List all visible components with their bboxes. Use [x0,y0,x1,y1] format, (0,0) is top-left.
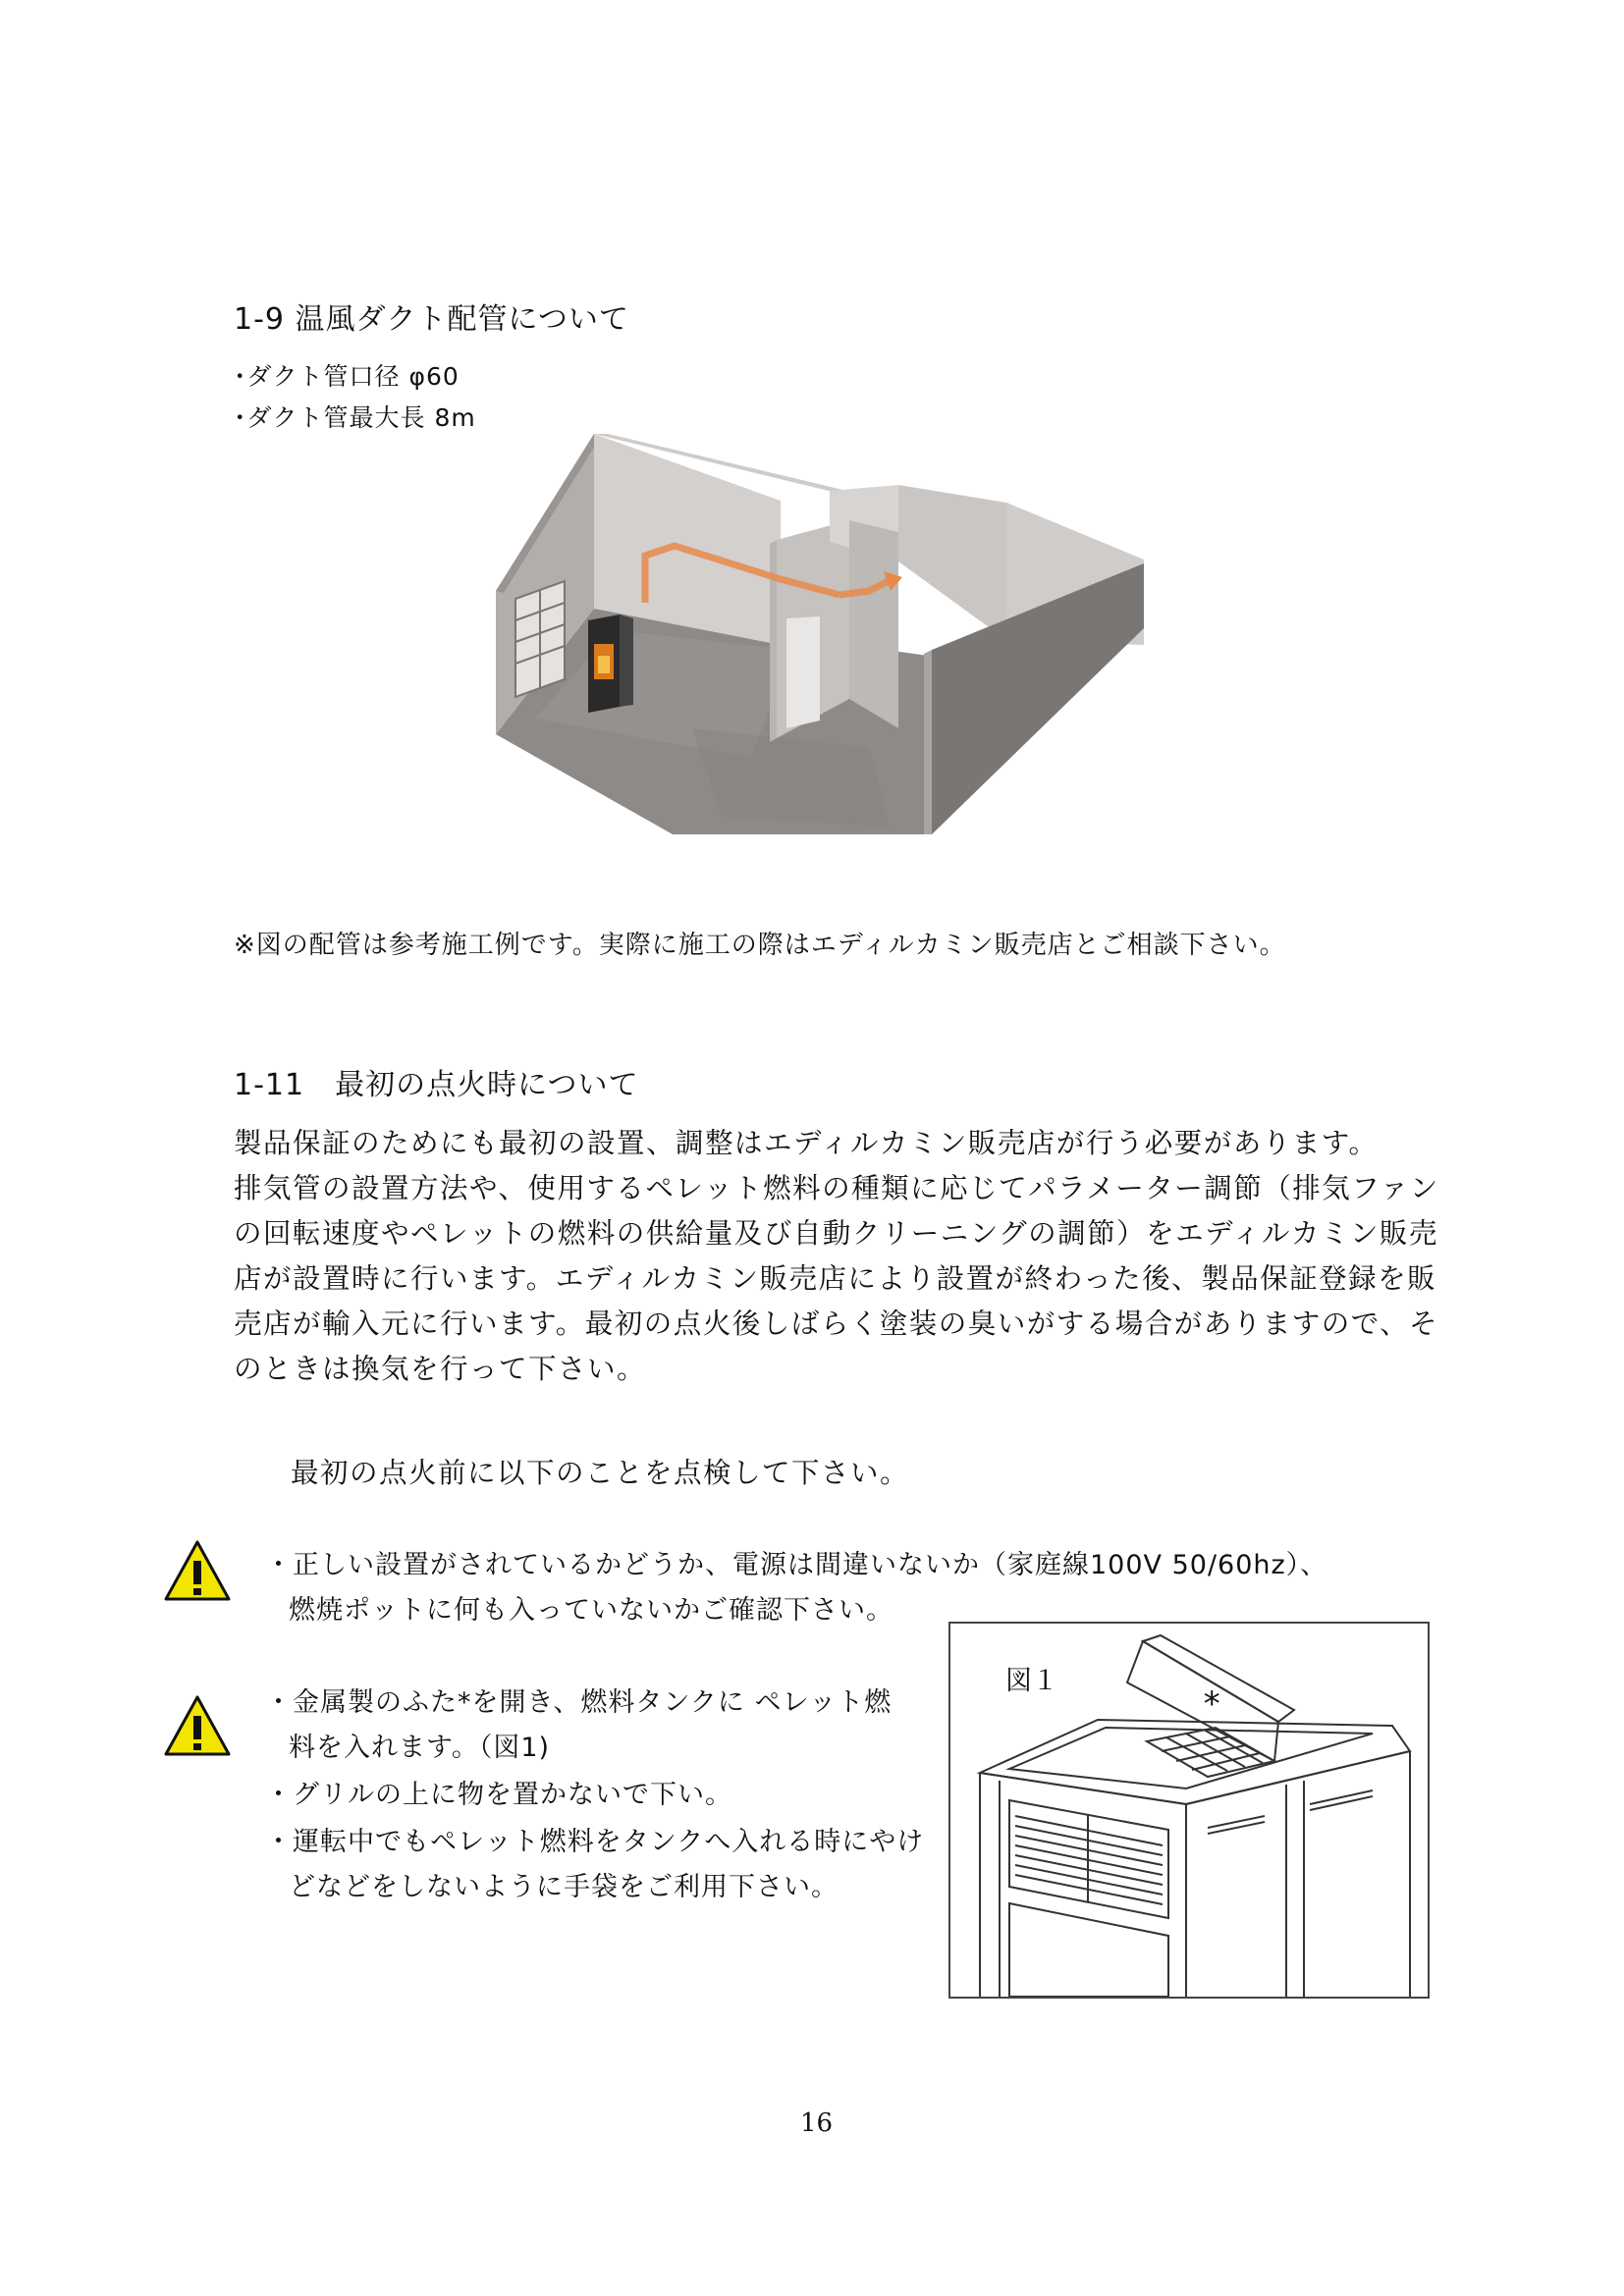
check-item-4-line1: ・運転中でもペレット燃料をタンクへ入れる時にやけ [265,1827,925,1857]
check-item-2-line1: ・金属製のふた*を開き、燃料タンクに ペレット燃 [265,1687,893,1718]
check-item-3: ・グリルの上に物を置かないで下い。 [265,1780,732,1810]
duct-length-spec: ･ダクト管最大長 8m [234,403,476,432]
check-item-1-line2: 燃焼ポットに何も入っていないかご確認下さい。 [289,1595,893,1626]
paragraph-line: 店が設置時に行います。エディルカミン販売店により設置が終わった後、製品保証登録を販 [234,1262,1437,1295]
paragraph-line: 売店が輸入元に行います。最初の点火後しばらく塗装の臭いがする場合がありますので、そ [234,1308,1439,1340]
warning-triangle-icon [163,1539,232,1602]
check-intro: 最初の点火前に以下のことを点検して下さい。 [291,1457,910,1489]
duct-diagram-note: ※図の配管は参考施工例です。実際に施工の際はエディルカミン販売店とご相談下さい。 [234,931,1286,960]
stove-line-drawing [950,1624,1428,1997]
figure-1-asterisk: * [1202,1684,1222,1724]
check-item-1-line1: ・正しい設置がされているかどうか、電源は間違いないか（家庭線100V 50/60hz）、 [265,1550,1328,1580]
paragraph-line: のときは換気を行って下さい。 [234,1353,647,1385]
check-item-2-line2: 料を入れます。（図1) [289,1733,551,1763]
check-item-4-line2: どなどをしないように手袋をご利用下さい。 [289,1872,839,1902]
page-number: 16 [800,2109,834,2138]
paragraph-line: の回転速度やペレットの燃料の供給量及び自動クリーニングの調節）をエディルカミン販売 [234,1217,1438,1250]
pellet-stove-icon [588,614,633,713]
paragraph-line: 製品保証のためにも最初の設置、調整はエディルカミン販売店が行う必要があります。 [234,1127,1379,1159]
figure-1-label: 図１ [1005,1666,1058,1696]
section-1-11-title: 1-11 最初の点火時について [234,1068,639,1102]
duct-installation-illustration [496,434,1144,834]
section-1-9-title: 1-9 温風ダクト配管について [234,302,629,337]
figure-1 [948,1622,1430,1999]
warning-triangle-icon [163,1694,232,1757]
duct-diameter-spec: ･ダクト管口径 φ60 [234,362,460,391]
paragraph-line: 排気管の設置方法や、使用するペレット燃料の種類に応じてパラメーター調節（排気ファン [234,1172,1439,1204]
section-1-11-paragraph [234,1121,1439,1392]
